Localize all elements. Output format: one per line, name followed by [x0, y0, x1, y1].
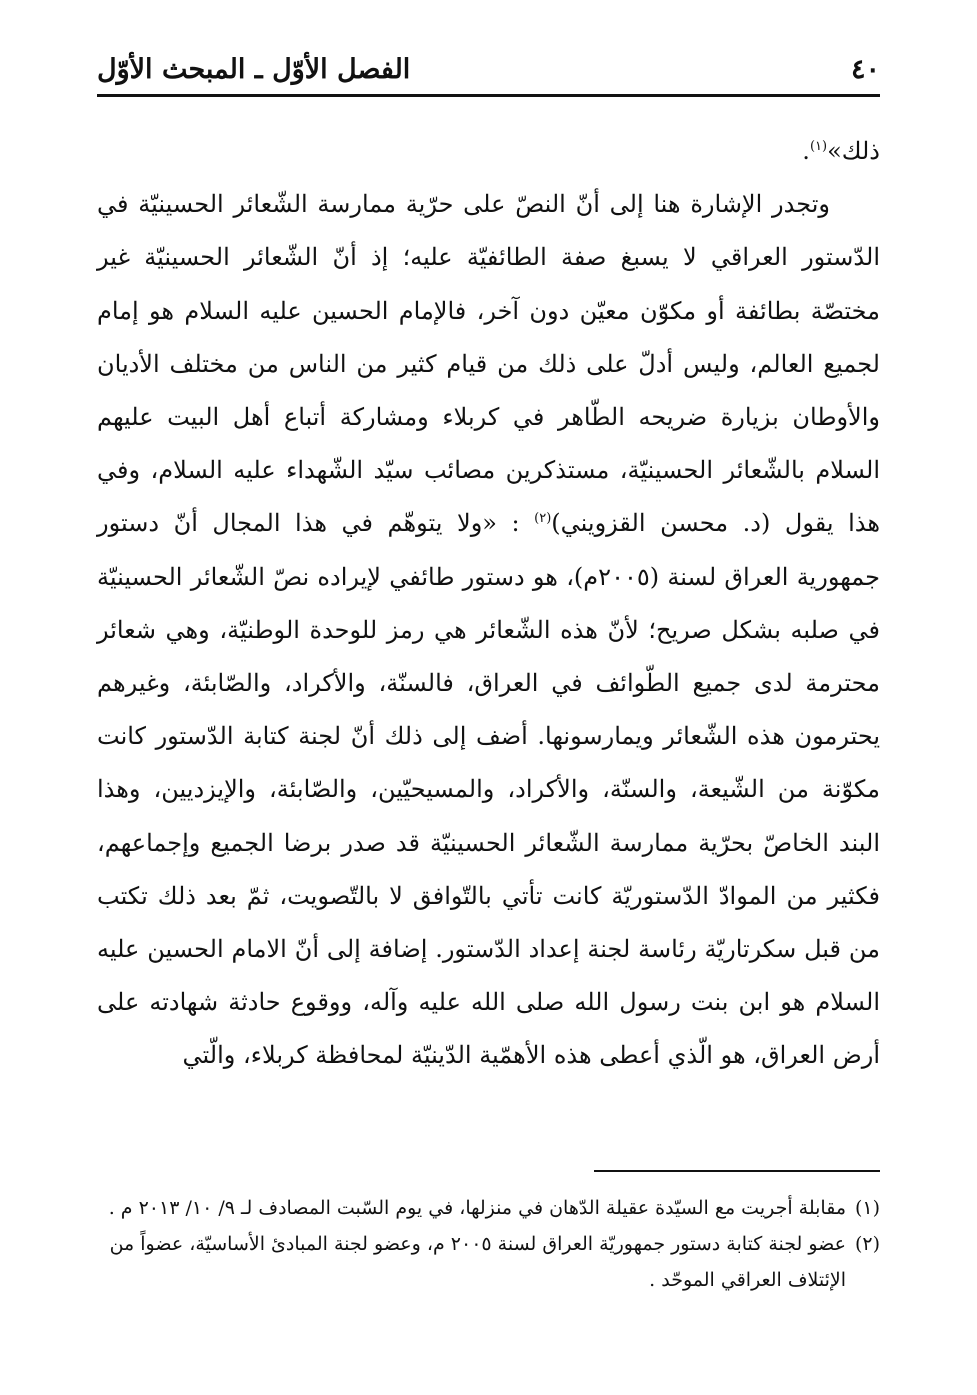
- footnote-text: مقابلة أجريت مع السيّدة عقيلة الدّهان في منزلها، في يوم السّبت المصادف لـ ٩/ ١٠/ ٢٠١٣ م .: [108, 1197, 846, 1219]
- running-title: الفصل الأوّل ـ المبحث الأوّل: [97, 54, 411, 85]
- page-number: ٤٠: [850, 54, 880, 85]
- footnote-ref-2: (٢): [534, 511, 552, 527]
- footnote-divider: [594, 1170, 880, 1172]
- main-paragraph: [97, 178, 880, 1082]
- header-divider: [97, 94, 880, 97]
- main-text: [97, 125, 880, 1083]
- footnote-ref-1: (١): [809, 139, 828, 154]
- footnote-text: عضو لجنة كتابة دستور جمهوريّة العراق لسنة ٢٠٠٥ م، وعضو لجنة المبادئ الأساسيّة، عضواً من الإئتلاف العراقي الموحّد .: [109, 1233, 846, 1291]
- footnote-1: [97, 1190, 880, 1226]
- main-paragraph-part2: : «ولا يتوهّم في هذا المجال أنّ دستور جمهورية العراق لسنة (٢٠٠٥م)، هو دستور طائفي لإيراده نصّ الشّعائر الحسينيّة في صلبه بشكل صريح؛ لأنّ هذه الشّعائر هي رمز للوحدة الوطنيّة، وهي شعائر محترمة لدى جميع الطّوائف في العراق، فالسنّة، والأكراد، والصّابئة، وغيرهم يحترمون هذه الشّعائر ويمارسونها. أضف إلى ذلك أنّ لجنة كتابة الدّستور كانت مكوّنة من الشّيعة، والسنّة، والأكراد، والمسيحيّين، والصّابئة، والإيزديين، وهذا البند الخاصّ بحرّية ممارسة الشّعائر الحسينيّة قد صدر برضا الجميع وإجماعهم، فكثير من الموادّ الدّستوريّة كانت تأتي بالتّوافق لا بالتّصويت، ثمّ بعد ذلك تكتب من قبل سكرتاريّة رئاسة لجنة إعداد الدّستور. إضافة إلى أنّ الامام الحسين عليه السلام هو ابن بنت رسول الله صلى الله عليه وآله، ووقوع حادثة شهادته على أرض العراق، هو الّذي أعطى هذه الأهمّية الدّينيّة لمحافظة كربلاء، والّتي: [97, 509, 881, 1070]
- lead-paragraph: [97, 125, 880, 178]
- lead-end: .: [802, 137, 810, 165]
- lead-text: ذلك»: [827, 137, 880, 165]
- footnote-number: (٢): [854, 1233, 880, 1255]
- footnotes: [97, 1190, 880, 1298]
- footnote-number: (١): [854, 1197, 880, 1219]
- main-paragraph-part1: وتجدر الإشارة هنا إلى أنّ النصّ على حرّية ممارسة الشّعائر الحسينيّة في الدّستور العراقي لا يسبغ صفة الطائفيّة عليه؛ إذ أنّ الشّعائر الحسينيّة غير مختصّة بطائفة أو مكوّن معيّن دون آخر، فالإمام الحسين عليه السلام هو إمام لجميع العالم، وليس أدلّ على ذلك من قيام كثير من الناس من مختلف الأديان والأوطان بزيارة ضريحه الطّاهر في كربلاء ومشاركة أتباع أهل البيت عليهم السلام بالشّعائر الحسينيّة، مستذكرين مصائب سيّد الشّهداء عليه السلام، وفي هذا يقول (د. محسن القزويني): [97, 190, 880, 538]
- footnote-2: [97, 1226, 880, 1298]
- page-header: [97, 52, 880, 92]
